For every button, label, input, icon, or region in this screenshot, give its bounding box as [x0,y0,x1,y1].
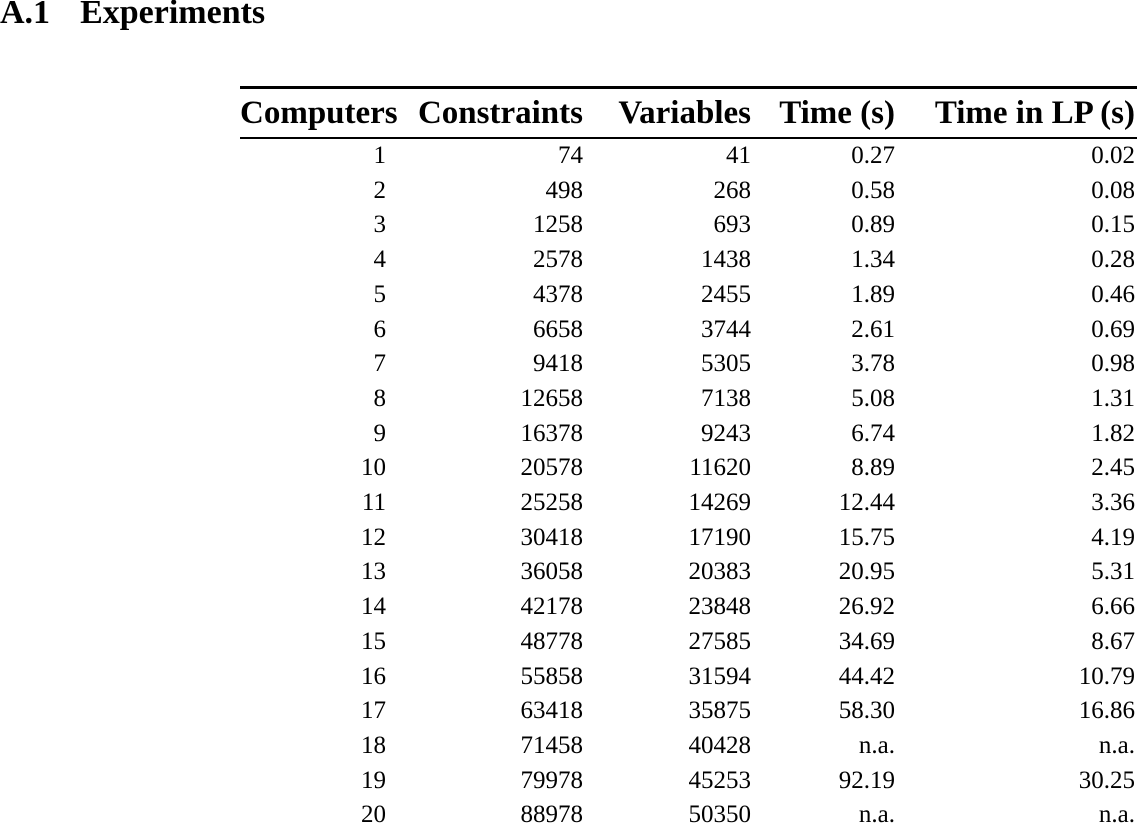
table-cell: 42178 [520,593,583,621]
table-cell: 4378 [533,280,583,308]
table-cell: 11620 [689,454,751,482]
table-cell: 5.31 [1091,558,1135,586]
table-cell: 20578 [520,454,583,482]
table-cell: 9243 [701,419,751,447]
table-row [240,521,1137,556]
table-cell: 10.79 [1078,662,1135,690]
table-cell: 3.78 [851,350,895,378]
table-cell: 4 [373,246,386,274]
table-cell: 14 [361,593,386,621]
table-cell: 8.89 [851,454,895,482]
table-cell: 6.66 [1091,593,1135,621]
table-cell: 20.95 [838,558,895,586]
table-row [240,278,1137,313]
table-cell: 19 [361,766,386,794]
table-cell: 92.19 [838,766,895,794]
table-cell: 3 [373,211,386,239]
results-table [240,89,1137,833]
table-cell: 1.31 [1091,384,1135,412]
table-cell: 40428 [688,731,751,759]
table-cell: 0.46 [1091,280,1135,308]
table-cell: 17 [361,697,386,725]
table-cell: 17190 [688,523,751,551]
table-cell: n.a. [858,801,895,829]
table-cell: 1 [373,142,386,169]
table-cell: 268 [713,176,751,204]
table-body [240,138,1137,833]
table-row [240,243,1137,278]
table-cell: 9 [373,419,386,447]
table-cell: 20 [361,801,386,829]
table-cell: 5305 [701,350,751,378]
table-cell: 8 [373,384,386,412]
table-cell: 48778 [520,627,583,655]
table-cell: 35875 [688,697,751,725]
table-cell: 12 [361,523,386,551]
table-cell: 0.15 [1091,211,1135,239]
section-heading [0,0,265,30]
table-row [240,694,1137,729]
table-cell: 6.74 [851,419,895,447]
column-header-4: Time (s) [753,89,897,138]
table-cell: 1.82 [1091,419,1135,447]
table-row [240,798,1137,833]
table-cell: 58.30 [838,697,895,725]
table-cell: 2.45 [1091,454,1135,482]
table-cell: 41 [726,142,751,169]
table-cell: 1438 [701,246,751,274]
table-cell: 0.27 [851,142,895,169]
table-cell: 2455 [701,280,751,308]
table-cell: 6658 [533,315,583,343]
column-header-3: Variables [585,89,753,138]
table-cell: 8.67 [1091,627,1135,655]
table-cell: 1.89 [851,280,895,308]
table-cell: 30.25 [1078,766,1135,794]
table-cell: 5 [373,280,386,308]
table-cell: 12658 [520,384,583,412]
table-cell: 44.42 [838,662,895,690]
experiments-table [240,86,1137,833]
table-cell: 0.98 [1091,350,1135,378]
table-cell: 23848 [688,593,751,621]
table-cell: 26.92 [838,593,895,621]
table-row [240,486,1137,521]
table-cell: n.a. [1098,731,1135,759]
table-row [240,555,1137,590]
table-cell: 0.58 [851,176,895,204]
table-cell: 79978 [520,766,583,794]
table-cell: 693 [713,211,751,239]
table-cell: 50350 [688,801,751,829]
table-cell: 20383 [688,558,751,586]
table-cell: 1.34 [851,246,895,274]
table-row [240,590,1137,625]
table-cell: 88978 [520,801,583,829]
table-row [240,138,1137,174]
table-cell: 31594 [688,662,751,690]
table-row [240,313,1137,348]
table-cell: 27585 [688,627,751,655]
table-cell: 34.69 [838,627,895,655]
table-cell: 2578 [533,246,583,274]
table-cell: 71458 [520,731,583,759]
table-cell: 3744 [701,315,751,343]
table-cell: 12.44 [838,489,895,517]
table-cell: 0.89 [851,211,895,239]
column-header-5: Time in LP (s) [897,89,1137,138]
table-cell: 7 [373,350,386,378]
table-cell: 5.08 [851,384,895,412]
table-row [240,382,1137,417]
table-cell: 1258 [533,211,583,239]
table-row [240,764,1137,799]
table-header-row [240,89,1137,138]
table-cell: 6 [373,315,386,343]
table-cell: 4.19 [1091,523,1135,551]
table-row [240,451,1137,486]
table-cell: 3.36 [1091,489,1135,517]
table-cell: 14269 [688,489,751,517]
table-cell: 7138 [701,384,751,412]
table-cell: n.a. [1098,801,1135,829]
table-row [240,347,1137,382]
table-cell: 74 [558,142,583,169]
table-cell: 498 [545,176,583,204]
table-cell: n.a. [858,731,895,759]
table-cell: 0.28 [1091,246,1135,274]
table-row [240,625,1137,660]
table-cell: 15.75 [838,523,895,551]
table-cell: 9418 [533,350,583,378]
column-header-1: Computers [240,89,388,138]
table-row [240,729,1137,764]
table-cell: 63418 [520,697,583,725]
table-cell: 2.61 [851,315,895,343]
table-cell: 16 [361,662,386,690]
table-row [240,660,1137,695]
table-cell: 0.02 [1091,142,1135,169]
table-cell: 25258 [520,489,583,517]
table-cell: 36058 [520,558,583,586]
table-cell: 13 [361,558,386,586]
table-cell: 10 [361,454,386,482]
table-row [240,208,1137,243]
section-title: Experiments [80,0,266,31]
column-header-2: Constraints [388,89,585,138]
table-cell: 18 [361,731,386,759]
table-cell: 45253 [688,766,751,794]
table-cell: 55858 [520,662,583,690]
table-row [240,417,1137,452]
table-cell: 2 [373,176,386,204]
table-cell: 16378 [520,419,583,447]
table-cell: 30418 [520,523,583,551]
table-cell: 11 [361,489,386,517]
table-row [240,174,1137,209]
table-cell: 16.86 [1078,697,1135,725]
table-cell: 0.08 [1091,176,1135,204]
table-cell: 0.69 [1091,315,1135,343]
section-number: A.1 [0,0,51,31]
table-cell: 15 [361,627,386,655]
